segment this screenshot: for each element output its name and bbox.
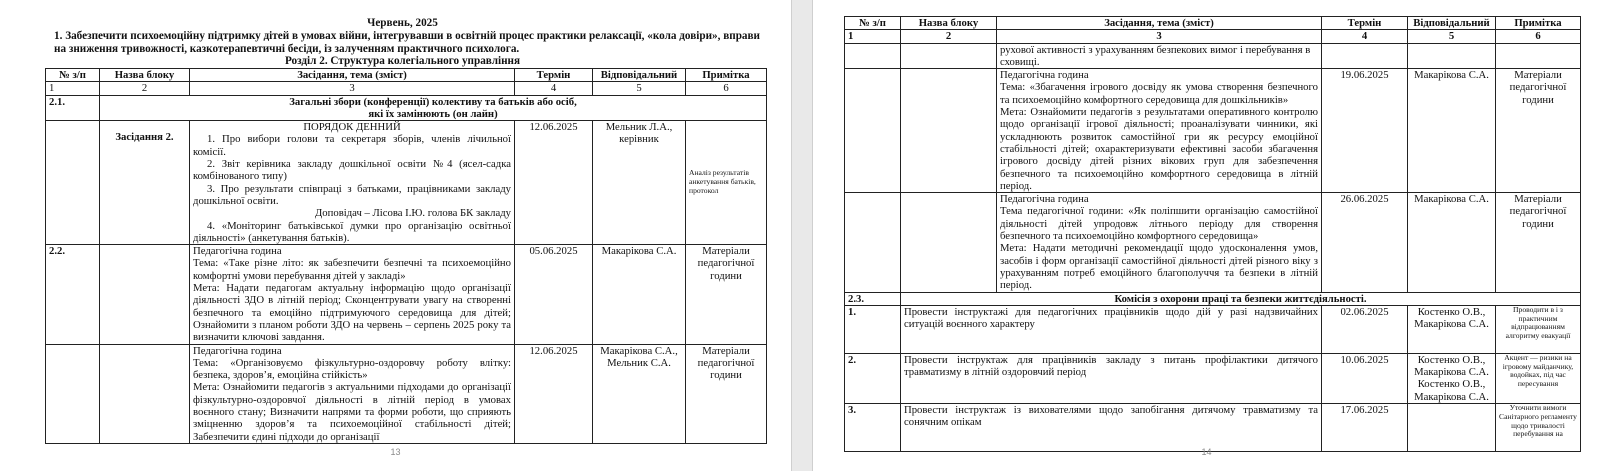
col-num-5: 5 (1408, 30, 1496, 43)
col-num-3: 3 (190, 82, 515, 95)
table-row-ped-hour-2 (845, 193, 1581, 292)
topic-kind: Педагогічна година (1000, 69, 1089, 82)
note-cell: Акцент — ризики на ігровому майданчику, водойках, під час пересування (1496, 353, 1581, 403)
table-row-2-2-b (46, 344, 767, 443)
topic-theme: Тема педагогічної години: «Як поліпшити організацію самостійної діяльності дітей упродовж літнього періоду для створення безпечного та психоемоційно комфортного середовища» (1000, 205, 1318, 243)
col-header-block: Назва блоку (100, 69, 190, 82)
column-number-row (46, 82, 767, 95)
table-header-row (46, 69, 767, 82)
table-row-meeting-2 (46, 121, 767, 245)
note-cell: Матеріали педагогічної години (686, 344, 767, 443)
block-empty (901, 69, 997, 193)
document-page-13 (0, 0, 792, 471)
responsible-cell: Мельник Л.А., керівник (593, 121, 686, 245)
note-empty (1496, 43, 1581, 69)
col-num-2: 2 (901, 30, 997, 43)
resp-empty (1408, 43, 1496, 69)
date-cell: 10.06.2025 (1322, 353, 1408, 403)
left-table (45, 68, 767, 444)
page-number: 14 (1201, 447, 1212, 457)
col-header-num: № з/п (845, 17, 901, 30)
date-cell: 05.06.2025 (515, 245, 593, 344)
responsible-cell: Макарікова С.А. (1408, 69, 1496, 193)
right-table (844, 16, 1581, 452)
agenda-item-4: 4. «Моніторинг батьківської думки про організацію освітньої діяльності» (анкетування батьків). (193, 219, 511, 244)
month-heading: Червень, 2025 (367, 17, 438, 29)
topic-goal: Мета: Надати методичні рекомендації щодо удосконалення умов, засобів і форм організації самостійної діяльності дітей різного віку з урахуванням потреб емоційного благополуччя та безпеки в літній період. (1000, 242, 1318, 292)
topic-goal: Мета: Ознайомити педагогів з актуальними підходами до організації фізкультурно-оздоровчої діяльності в літній період в умовах воєнного стану; Визначити напрями та форми роботи, що сприяють зміцненню здоров’я та психоемоційної стабільності дітей; Забезпечити єдині підходи до організації (193, 381, 511, 443)
note-cell: Уточнити вимоги Санітарного регламенту щодо тривалості перебування на (1496, 404, 1581, 452)
row-number: 2.1. (46, 95, 100, 121)
row-number-empty (845, 69, 901, 193)
agenda-item-3: 3. Про результати співпраці з батьками, працівниками закладу дошкільної освіти. (193, 182, 511, 207)
row-number-empty (845, 193, 901, 292)
row-number: 2.3. (845, 292, 901, 305)
responsible-cell: Макарікова С.А. (593, 245, 686, 344)
date-cell: 17.06.2025 (1322, 404, 1408, 452)
responsible-cell (1408, 404, 1496, 452)
col-num-6: 6 (1496, 30, 1581, 43)
date-cell: 12.06.2025 (515, 344, 593, 443)
note-cell: Матеріали педагогічної години (686, 245, 767, 344)
table-row-2-2-a (46, 245, 767, 344)
note-cell: Матеріали педагогічної години (1496, 193, 1581, 292)
block-empty (100, 245, 190, 344)
block-empty (901, 43, 997, 69)
topic-cell (997, 69, 1322, 193)
responsible-cell: Костенко О.В., Макарікова С.А. Костенко О.В., Макарікова С.А. (1408, 353, 1496, 403)
topic-cell (190, 245, 515, 344)
note-cell: Матеріали педагогічної години (1496, 69, 1581, 193)
col-num-1: 1 (845, 30, 901, 43)
topic-theme: Тема: «Таке різне літо: як забезпечити безпечні та психоемоційно комфортні умови перебування дітей у закладі» (193, 257, 511, 282)
agenda-cell (190, 121, 515, 245)
section-row-2-3 (845, 292, 1581, 305)
col-header-note: Примітка (686, 69, 767, 82)
block-empty (100, 344, 190, 443)
col-header-resp: Відповідальний (1408, 17, 1496, 30)
topic-cell (997, 193, 1322, 292)
topic-theme: Тема: «Організовуємо фізкультурно-оздоровчу роботу влітку: безпека, здоров’я, емоційна стійкість» (193, 356, 511, 382)
row-number: 1. (845, 305, 901, 353)
agenda-item-2: 2. Звіт керівника закладу дошкільної освіти №4 (ясел-садка комбінованого типу) (193, 158, 511, 183)
topic-goal: Мета: Надати педагогам актуальну інформацію щодо організації діяльності ЗДО в літній період; Сконцентрувати увагу на створенні безпечного та емоційно підтримуючого середовища для дітей; Ознайомити з планом роботи ЗДО на червень – серпень 2025 року та визначити ключові завдання. (193, 282, 511, 344)
col-header-date: Термін (1322, 17, 1408, 30)
col-num-1: 1 (46, 82, 100, 95)
responsible-cell: Костенко О.В., Макарікова С.А. (1408, 305, 1496, 353)
row-number: 2. (845, 353, 901, 403)
instruction-text: Провести інструктажі для педагогічних працівників щодо дій у разі надзвичайних ситуацій воєнного характеру (901, 305, 1322, 353)
col-num-5: 5 (593, 82, 686, 95)
col-header-date: Термін (515, 69, 593, 82)
date-cell: 26.06.2025 (1322, 193, 1408, 292)
col-header-resp: Відповідальний (593, 69, 686, 82)
col-header-note: Примітка (1496, 17, 1581, 30)
col-num-3: 3 (997, 30, 1322, 43)
topic-kind: Педагогічна година (193, 344, 282, 357)
col-num-6: 6 (686, 82, 767, 95)
note-cell: Проводити в і з практичним відпрацюванням алгоритму евакуації (1496, 305, 1581, 353)
agenda-item-1: 1. Про вибори голови та секретаря зборів, членів лічильної комісії. (193, 133, 511, 158)
col-num-4: 4 (1322, 30, 1408, 43)
table-header-row (845, 17, 1581, 30)
row-number-empty (46, 344, 100, 443)
agenda-title: ПОРЯДОК ДЕННИЙ (303, 121, 401, 134)
col-num-2: 2 (100, 82, 190, 95)
date-empty (1322, 43, 1408, 69)
row-number-empty (46, 121, 100, 245)
page-number: 13 (390, 447, 401, 457)
column-number-row (845, 30, 1581, 43)
instruction-text: Провести інструктаж для працівників закладу з питань профілактики дитячого травматизму в літній оздоровчий період (901, 353, 1322, 403)
topic-cell (190, 344, 515, 443)
date-cell: 12.06.2025 (515, 121, 593, 245)
col-header-block: Назва блоку (901, 17, 997, 30)
responsible-cell: Макарікова С.А., Мельник С.А. (593, 344, 686, 443)
section-title-line-2: які їх замінюють (он лайн) (368, 107, 498, 120)
col-num-4: 4 (515, 82, 593, 95)
responsible-cell: Макарікова С.А. (1408, 193, 1496, 292)
task-paragraph: 1. Забезпечити психоемоційну підтримку дітей в умовах війни, інтегрувавши в освітній процес практики релаксації, «кола довіри», вправи на зниження тривожності, казкотерапевтичні бесіди, із залученням практичного психолога. (54, 30, 761, 55)
col-header-topic: Засідання, тема (зміст) (190, 69, 515, 82)
table-row-continuation (845, 43, 1581, 69)
col-header-topic: Засідання, тема (зміст) (997, 17, 1322, 30)
table-row-ped-hour-1 (845, 69, 1581, 193)
topic-theme: Тема: «Збагачення ігрового досвіду як умова створення безпечного та психоемоційно комфортного середовища для дошкільників» (1000, 81, 1318, 106)
row-number-empty (845, 43, 901, 69)
document-page-14 (812, 0, 1600, 471)
note-cell: Аналіз результатів анкетування батьків, протокол (686, 121, 767, 245)
section-title-line-1: Загальні збори (конференції) колективу та батьків або осіб, (289, 95, 577, 108)
section-heading: Розділ 2. Структура колегіального управління (284, 55, 521, 67)
table-row-instruction-2 (845, 353, 1581, 403)
topic-goal: Мета: Ознайомити педагогів з результатами оперативного контролю щодо організації ігрової діяльності; проаналізувати чинники, які ускладнюють розвиток самостійної гри як ресурсу емоційної стабільності дітей; охарактеризувати ефективні засоби збагачення ігрового досвіду дітей різних вікових груп для забезпечення безпечного та психоемоційно комфортного середовища в літній період. (1000, 106, 1318, 192)
topic-kind: Педагогічна година (193, 245, 282, 258)
table-row-instruction-3 (845, 404, 1581, 452)
block-name: Засідання 2. (100, 121, 190, 245)
block-empty (901, 193, 997, 292)
row-number: 2.2. (46, 245, 100, 344)
agenda-speaker: Доповідач – Лісова І.Ю. голова БК закладу (315, 207, 511, 220)
topic-kind: Педагогічна година (1000, 193, 1089, 206)
col-header-num: № з/п (46, 69, 100, 82)
table-row-instruction-1 (845, 305, 1581, 353)
date-cell: 02.06.2025 (1322, 305, 1408, 353)
section-title (100, 95, 767, 121)
continuation-text: рухової активності з урахуванням безпекових вимог і перебування в сховищі. (997, 43, 1322, 69)
section-row-2-1 (46, 95, 767, 121)
instruction-text: Провести інструктаж із вихователями щодо запобігання дитячому травматизму та сонячним опікам (901, 404, 1322, 452)
date-cell: 19.06.2025 (1322, 69, 1408, 193)
row-number: 3. (845, 404, 901, 452)
section-title: Комісія з охорони праці та безпеки життєдіяльності. (901, 292, 1581, 305)
